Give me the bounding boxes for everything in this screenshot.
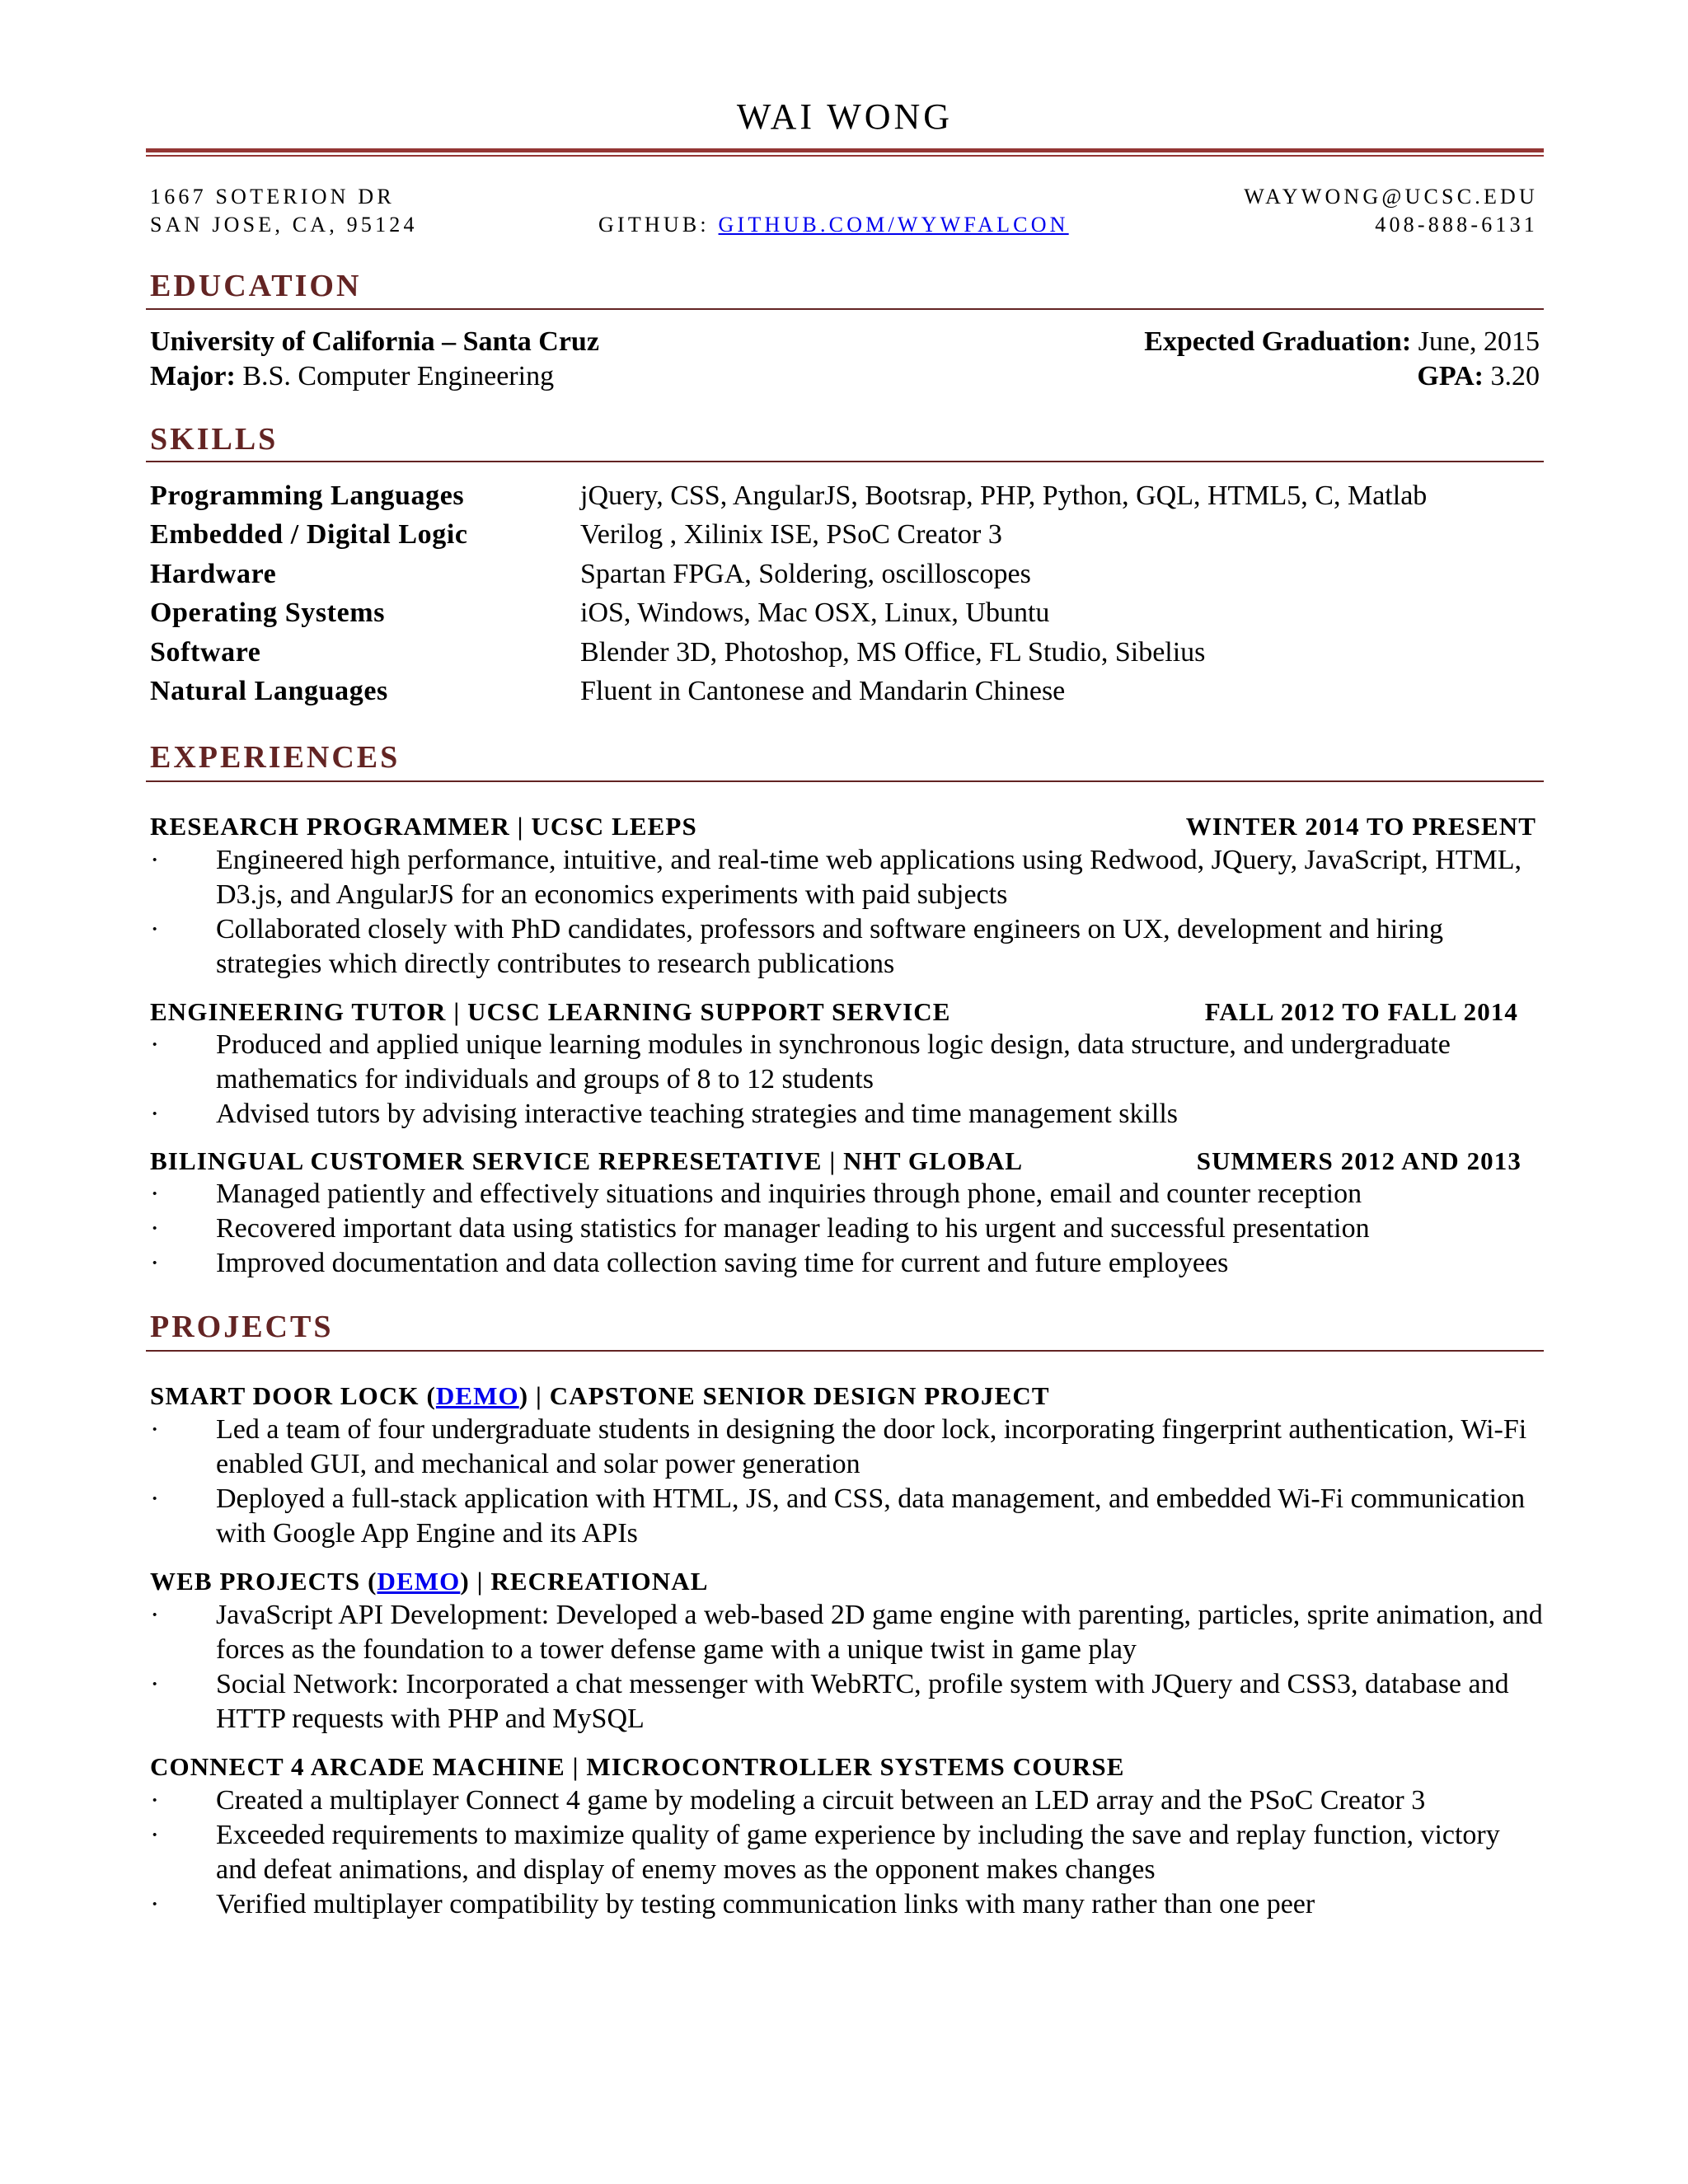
bullet-item: · Produced and applied unique learning modules in synchronous logic design, data structure, and undergraduate mathematics for individuals and groups of 8 to 12 students	[150, 1029, 1451, 1094]
bullet-dot-icon: ·	[150, 1179, 160, 1209]
bullet-dot-icon: ·	[150, 1029, 160, 1060]
education-row-major	[150, 359, 1540, 394]
bullet-item: · JavaScript API Development: Developed a web-based 2D game engine with parenting, particles, sprite animation, and forces as the foundation to a tower defense game with a unique twist in game play	[150, 1600, 1543, 1665]
candidate-name: WAI WONG	[736, 96, 954, 137]
bullet-item: · Recovered important data using statistics for manager leading to his urgent and successful presentation	[150, 1212, 1543, 1246]
project-title: CONNECT 4 ARCADE MACHINE | MICROCONTROLLER SYSTEMS COURSE	[150, 1752, 1125, 1781]
graduation-label: Expected Graduation:	[1144, 326, 1412, 357]
job-bullets	[150, 843, 1543, 982]
bullet-item: · Led a team of four undergraduate students in designing the door lock, incorporating fingerprint authentication, Wi-Fi enabled GUI, and mechanical and solar power generation	[150, 1414, 1527, 1479]
project-header	[150, 1380, 1540, 1413]
skill-value: iOS, Windows, Mac OSX, Linux, Ubuntu	[580, 598, 1050, 628]
address-line-2: SAN JOSE, CA, 95124	[150, 213, 418, 237]
bullet-dot-icon: ·	[150, 1600, 160, 1630]
bullet-dot-icon: ·	[150, 1248, 160, 1278]
github-label: GITHUB:	[598, 213, 719, 237]
project-title-pre: SMART DOOR LOCK (	[150, 1381, 436, 1410]
project-header	[150, 1565, 1540, 1598]
bullet-item: · Managed patiently and effectively situations and inquiries through phone, email and counter reception	[150, 1177, 1543, 1212]
job-header	[150, 810, 1540, 843]
bullet-item: · Advised tutors by advising interactive teaching strategies and time management skills	[150, 1097, 1543, 1132]
skill-value: Verilog , Xilinix ISE, PSoC Creator 3	[580, 519, 1002, 550]
skill-category: Embedded / Digital Logic	[150, 519, 468, 550]
section-title-projects: PROJECTS	[150, 1310, 334, 1344]
contact-line-2	[148, 213, 1541, 241]
skill-category: Natural Languages	[150, 676, 388, 706]
section-title-education: EDUCATION	[150, 269, 362, 303]
skill-value: Fluent in Cantonese and Mandarin Chinese	[580, 676, 1066, 706]
bullet-item: · Social Network: Incorporated a chat messenger with WebRTC, profile system with JQuery and CSS3, database and HTTP requests with PHP and MySQL	[150, 1669, 1509, 1734]
project-bullets	[150, 1413, 1543, 1551]
section-rule-education	[146, 308, 1544, 310]
job-header	[150, 996, 1540, 1029]
bullet-dot-icon: ·	[150, 845, 160, 875]
phone: 408-888-6131	[1375, 213, 1538, 237]
job-dates: FALL 2012 TO FALL 2014	[1204, 997, 1518, 1026]
bullet-dot-icon: ·	[150, 1889, 160, 1919]
gpa	[1417, 359, 1540, 394]
bullet-dot-icon: ·	[150, 1669, 160, 1699]
section-rule-projects	[146, 1350, 1544, 1352]
header-double-rule	[146, 148, 1544, 157]
section-title-experiences: EXPERIENCES	[150, 740, 401, 775]
bullet-dot-icon: ·	[150, 914, 160, 944]
section-rule-skills	[146, 461, 1544, 462]
contact-line-1	[148, 185, 1541, 213]
school-name: University of California – Santa Cruz	[150, 326, 599, 357]
major-value: B.S. Computer Engineering	[235, 361, 555, 391]
project-bullets	[150, 1783, 1543, 1922]
section-rule-experiences	[146, 780, 1544, 782]
gpa-value: 3.20	[1484, 361, 1540, 391]
project-title-post: ) | CAPSTONE SENIOR DESIGN PROJECT	[518, 1381, 1050, 1410]
demo-link[interactable]: DEMO	[377, 1567, 461, 1596]
bullet-dot-icon: ·	[150, 1785, 160, 1816]
header-rule-thin	[146, 155, 1544, 157]
bullet-item: · Exceeded requirements to maximize quality of game experience by including the save and replay function, victory and defeat animations, and display of enemy moves as the opponent makes changes	[150, 1820, 1500, 1885]
skill-category: Programming Languages	[150, 480, 465, 511]
major-label: Major:	[150, 361, 236, 391]
skill-category: Software	[150, 637, 261, 668]
bullet-item: · Collaborated closely with PhD candidates, professors and software engineers on UX, development and hiring strategies which directly contributes to research publications	[150, 914, 1444, 979]
demo-link[interactable]: DEMO	[435, 1381, 519, 1410]
skill-value: Spartan FPGA, Soldering, oscilloscopes	[580, 559, 1031, 589]
bullet-item: · Engineered high performance, intuitive, and real-time web applications using Redwood, JQuery, JavaScript, HTML, D3.js, and AngularJS for an economics experiments with paid subjects	[150, 845, 1522, 910]
bullet-item: · Created a multiplayer Connect 4 game by modeling a circuit between an LED array and the PSoC Creator 3	[150, 1783, 1543, 1818]
skill-value: jQuery, CSS, AngularJS, Bootsrap, PHP, Python, GQL, HTML5, C, Matlab	[580, 480, 1428, 511]
skill-category: Operating Systems	[150, 598, 386, 628]
bullet-dot-icon: ·	[150, 1099, 160, 1129]
github	[598, 213, 1069, 237]
bullet-dot-icon: ·	[150, 1414, 160, 1445]
bullet-dot-icon: ·	[150, 1483, 160, 1514]
graduation-value: June, 2015	[1411, 326, 1540, 357]
bullet-item: · Improved documentation and data collection saving time for current and future employees	[150, 1246, 1543, 1281]
job-bullets	[150, 1028, 1543, 1132]
education-row-school	[150, 325, 1540, 359]
email: WAYWONG@UCSC.EDU	[1244, 185, 1538, 209]
job-dates: WINTER 2014 TO PRESENT	[1185, 812, 1536, 841]
bullet-item: · Verified multiplayer compatibility by testing communication links with many rather than one peer	[150, 1887, 1543, 1922]
bullet-dot-icon: ·	[150, 1213, 160, 1244]
job-bullets	[150, 1177, 1543, 1281]
bullet-item: · Deployed a full-stack application with HTML, JS, and CSS, data management, and embedded Wi-Fi communication with Google App Engine and its APIs	[150, 1483, 1526, 1549]
project-bullets	[150, 1598, 1543, 1736]
header-rule-thick	[146, 148, 1544, 152]
section-title-skills: SKILLS	[150, 422, 279, 457]
project-title-pre: WEB PROJECTS (	[150, 1567, 377, 1596]
job-title: RESEARCH PROGRAMMER | UCSC LEEPS	[150, 812, 697, 841]
skill-value: Blender 3D, Photoshop, MS Office, FL Studio, Sibelius	[580, 637, 1206, 668]
address-line-1: 1667 SOTERION DR	[150, 185, 395, 209]
bullet-dot-icon: ·	[150, 1820, 160, 1850]
major	[150, 361, 554, 391]
github-link[interactable]: GITHUB.COM/WYWFALCON	[718, 213, 1069, 237]
job-title: BILINGUAL CUSTOMER SERVICE REPRESETATIVE | NHT GLOBAL	[150, 1146, 1024, 1175]
job-header	[150, 1145, 1540, 1178]
skill-category: Hardware	[150, 559, 277, 589]
graduation	[1144, 325, 1540, 359]
job-title: ENGINEERING TUTOR | UCSC LEARNING SUPPORT SERVICE	[150, 997, 951, 1026]
gpa-label: GPA:	[1417, 361, 1484, 391]
project-title-post: ) | RECREATIONAL	[460, 1567, 709, 1596]
job-dates: SUMMERS 2012 AND 2013	[1196, 1146, 1522, 1175]
project-header	[150, 1750, 1540, 1783]
